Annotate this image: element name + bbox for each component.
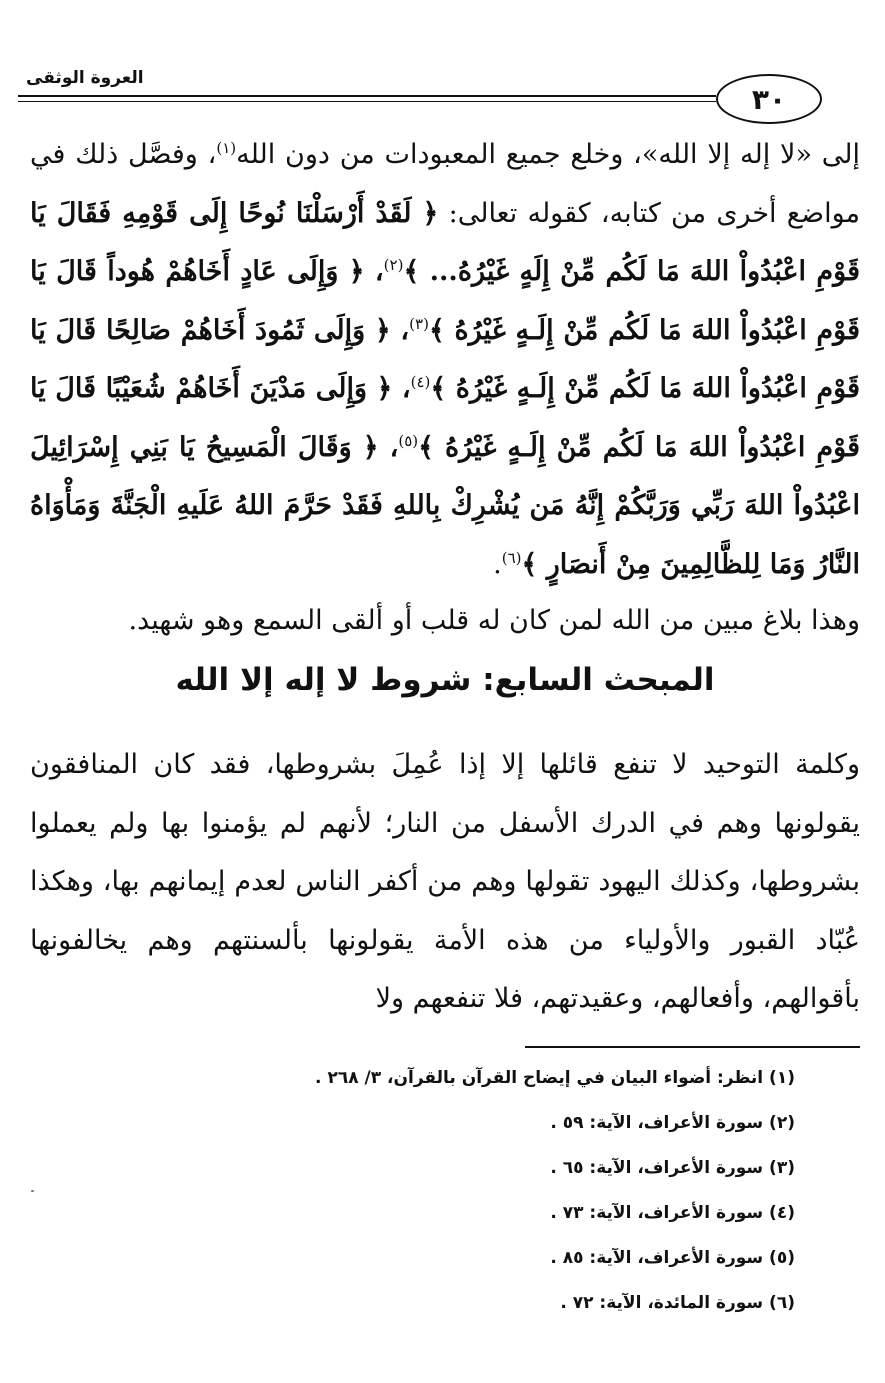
header-rule (18, 95, 716, 97)
body-paragraph-2: وكلمة التوحيد لا تنفع قائلها إلا إذا عُمِلَ بشروطها، فقد كان المنافقون يقولونها وهم في الدرك الأسفل من النار؛ لأنهم لم يؤمنوا بها ولم يعملوا بشروطها، وكذلك اليهود تقولها وهم من أكفر الناس لعدم إيمانهم بها، وهكذا عُبّاد القبور والأولياء من هذه الأمة يقولونها بألسنتهم وهم يخالفونها بأقوالهم، وأفعالهم، وعقيدتهم، فلا تنفعهم ولا (30, 749, 860, 1014)
closing-sentence: وهذا بلاغ مبين من الله لمن كان له قلب أو ألقى السمع وهو شهيد. (128, 605, 860, 636)
footnotes-list (30, 1056, 795, 1326)
body-paragraph-1 (30, 126, 860, 594)
footnote-divider (525, 1046, 860, 1048)
footnote-ref: (١) (216, 139, 237, 157)
quran-verse: ، ﴿ وَقَالَ الْمَسِيحُ يَا بَنِي إِسْرَائِيلَ اعْبُدُواْ اللهَ رَبِّي وَرَبَّكُمْ إِنَّهُ مَن يُشْرِكْ بِاللهِ فَقَدْ حَرَّمَ اللهُ عَلَيهِ الْجَنَّةَ وَمَأْوَاهُ النَّارُ وَمَا لِلظَّالِمِينَ مِنْ أَنصَارٍ ﴾ (30, 431, 860, 580)
body-text: . (493, 548, 502, 580)
body-text: ، وفصَّل ذلك في مواضع أخرى من كتابه، كقوله تعالى: (30, 139, 860, 229)
quran-verse: ، ﴿ وَإِلَى مَدْيَنَ أَخَاهُمْ شُعَيْبًا قَالَ يَا قَوْمِ اعْبُدُواْ اللهَ مَا لَكُم مِّنْ إِلَـهٍ غَيْرُهُ ﴾ (30, 373, 860, 463)
scan-speck (31, 1190, 34, 1192)
footnote: (٤) سورة الأعراف، الآية: ٧٣ . (550, 1203, 795, 1223)
footnote-ref: (٢) (383, 256, 404, 274)
footnote-ref: (٥) (398, 431, 419, 450)
page-number: ٣٠ (716, 74, 822, 124)
footnote: (٣) سورة الأعراف، الآية: ٦٥ . (550, 1158, 795, 1178)
section-heading: المبحث السابع: شروط لا إله إلا الله (175, 662, 715, 698)
running-title: العروة الوثقى (26, 68, 144, 88)
footnote: (١) انظر: أضواء البيان في إيضاح القرآن بالقرآن، ٣/ ٢٦٨ . (315, 1068, 795, 1088)
body-text: إلى «لا إله إلا الله»، وخلع جميع المعبودات من دون الله (236, 139, 860, 170)
footnote: (٢) سورة الأعراف، الآية: ٥٩ . (550, 1113, 795, 1133)
footnote: (٥) سورة الأعراف، الآية: ٨٥ . (550, 1248, 795, 1268)
quran-verse: ، ﴿ وَإِلَى ثَمُودَ أَخَاهُمْ صَالِحًا قَالَ يَا قَوْمِ اعْبُدُواْ اللهَ مَا لَكُم مِّنْ إِلَـهٍ غَيْرُهُ ﴾ (30, 314, 860, 404)
quran-verse: ، ﴿ وَإِلَى عَادٍ أَخَاهُمْ هُوداً قَالَ يَا قَوْمِ اعْبُدُواْ اللهَ مَا لَكُم مِّنْ إِلَـهٍ غَيْرُهُ ﴾ (30, 256, 860, 346)
quran-verse: ﴿ لَقَدْ أَرْسَلْنَا نُوحًا إِلَى قَوْمِهِ فَقَالَ يَا قَوْمِ اعْبُدُواْ اللهَ مَا لَكُم مِّنْ إِلَهٍ غَيْرُهُ... ﴾ (30, 197, 861, 287)
header-rule-thin (18, 101, 716, 102)
footnote-ref: (٤) (410, 373, 431, 391)
footnote-ref: (٦) (501, 548, 522, 567)
footnote: (٦) سورة المائدة، الآية: ٧٢ . (560, 1293, 795, 1313)
footnote-ref: (٣) (409, 314, 429, 333)
